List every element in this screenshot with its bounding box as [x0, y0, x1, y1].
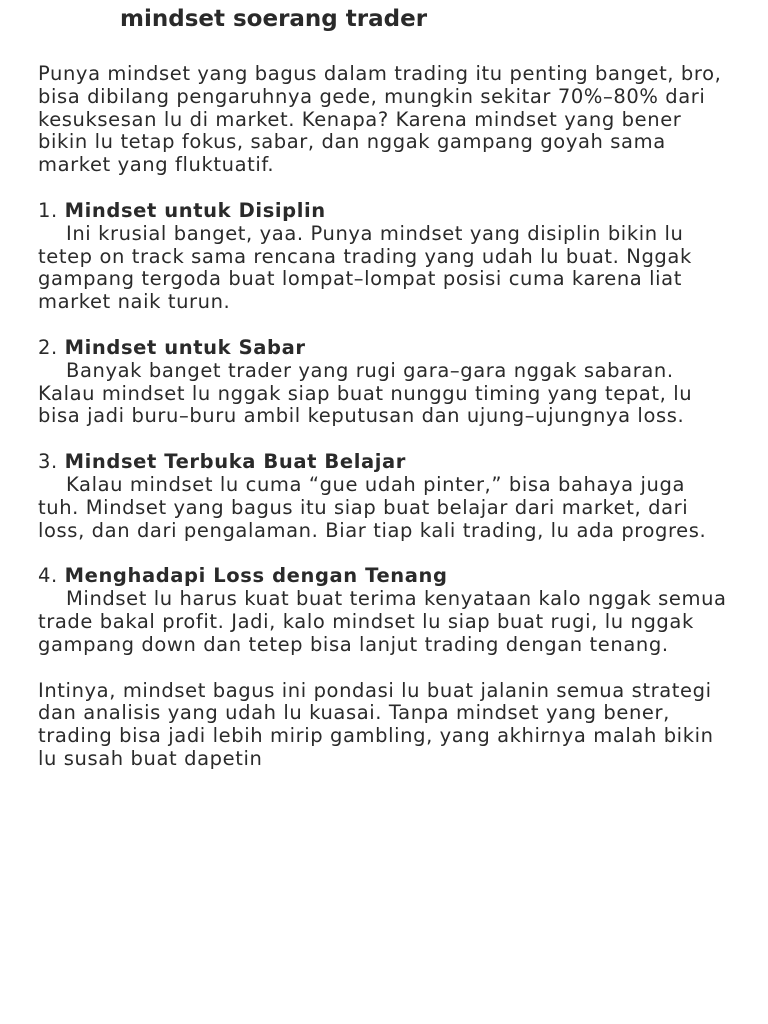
section-body: Banyak banget trader yang rugi gara–gara nggak sabaran. Kalau mindset lu nggak siap buat nunggu timing yang tepat, lu bisa jadi buru–buru ambil keputusan dan ujung–ujungnya loss.: [38, 358, 693, 428]
section-number: 1.: [38, 198, 58, 222]
page-title: mindset soerang trader: [120, 6, 428, 32]
section-heading: [38, 565, 730, 588]
section-body: Mindset lu harus kuat buat terima kenyataan kalo nggak semua trade bakal profit. Jadi, kalo mindset lu siap buat rugi, lu nggak gampang down dan tetep bisa lanjut trading dengan tenang.: [38, 587, 727, 656]
section-heading: [38, 451, 730, 474]
section-title: Mindset untuk Sabar: [64, 335, 306, 359]
section-body: Kalau mindset lu cuma “gue udah pinter,” bisa bahaya juga tuh. Mindset yang bagus itu siap buat belajar dari market, dari loss, dan dari pengalaman. Biar tiap kali trading, lu ada progres.: [38, 472, 707, 542]
intro-paragraph: Punya mindset yang bagus dalam trading itu penting banget, bro, bisa dibilang pengaruhnya gede, mungkin sekitar 70%–80% dari kesuksesan lu di market. Kenapa? Karena mindset yang bener bikin lu tetap fokus, sabar, dan nggak gampang goyah sama market yang fluktuatif.: [38, 62, 722, 177]
section-number: 2.: [38, 335, 58, 359]
section-title: Mindset untuk Disiplin: [64, 198, 326, 222]
section-2: [38, 337, 730, 428]
section-4: [38, 565, 730, 656]
conclusion-paragraph: Intinya, mindset bagus ini pondasi lu buat jalanin semua strategi dan analisis yang udah lu kuasai. Tanpa mindset yang bener, trading bisa jadi lebih mirip gambling, yang akhirnya malah bikin lu susah buat dapetin: [38, 678, 714, 770]
section-number: 3.: [38, 450, 58, 474]
section-heading: [38, 337, 730, 360]
section-number: 4.: [38, 564, 58, 588]
section-heading: [38, 200, 730, 223]
section-3: [38, 451, 730, 542]
section-body: Ini krusial banget, yaa. Punya mindset yang disiplin bikin lu tetep on track sama rencana trading yang udah lu buat. Nggak gampang tergoda buat lompat–lompat posisi cuma karena liat market naik turun.: [38, 221, 692, 314]
section-1: [38, 200, 730, 314]
section-title: Menghadapi Loss dengan Tenang: [64, 564, 448, 588]
section-title: Mindset Terbuka Buat Belajar: [64, 450, 407, 474]
